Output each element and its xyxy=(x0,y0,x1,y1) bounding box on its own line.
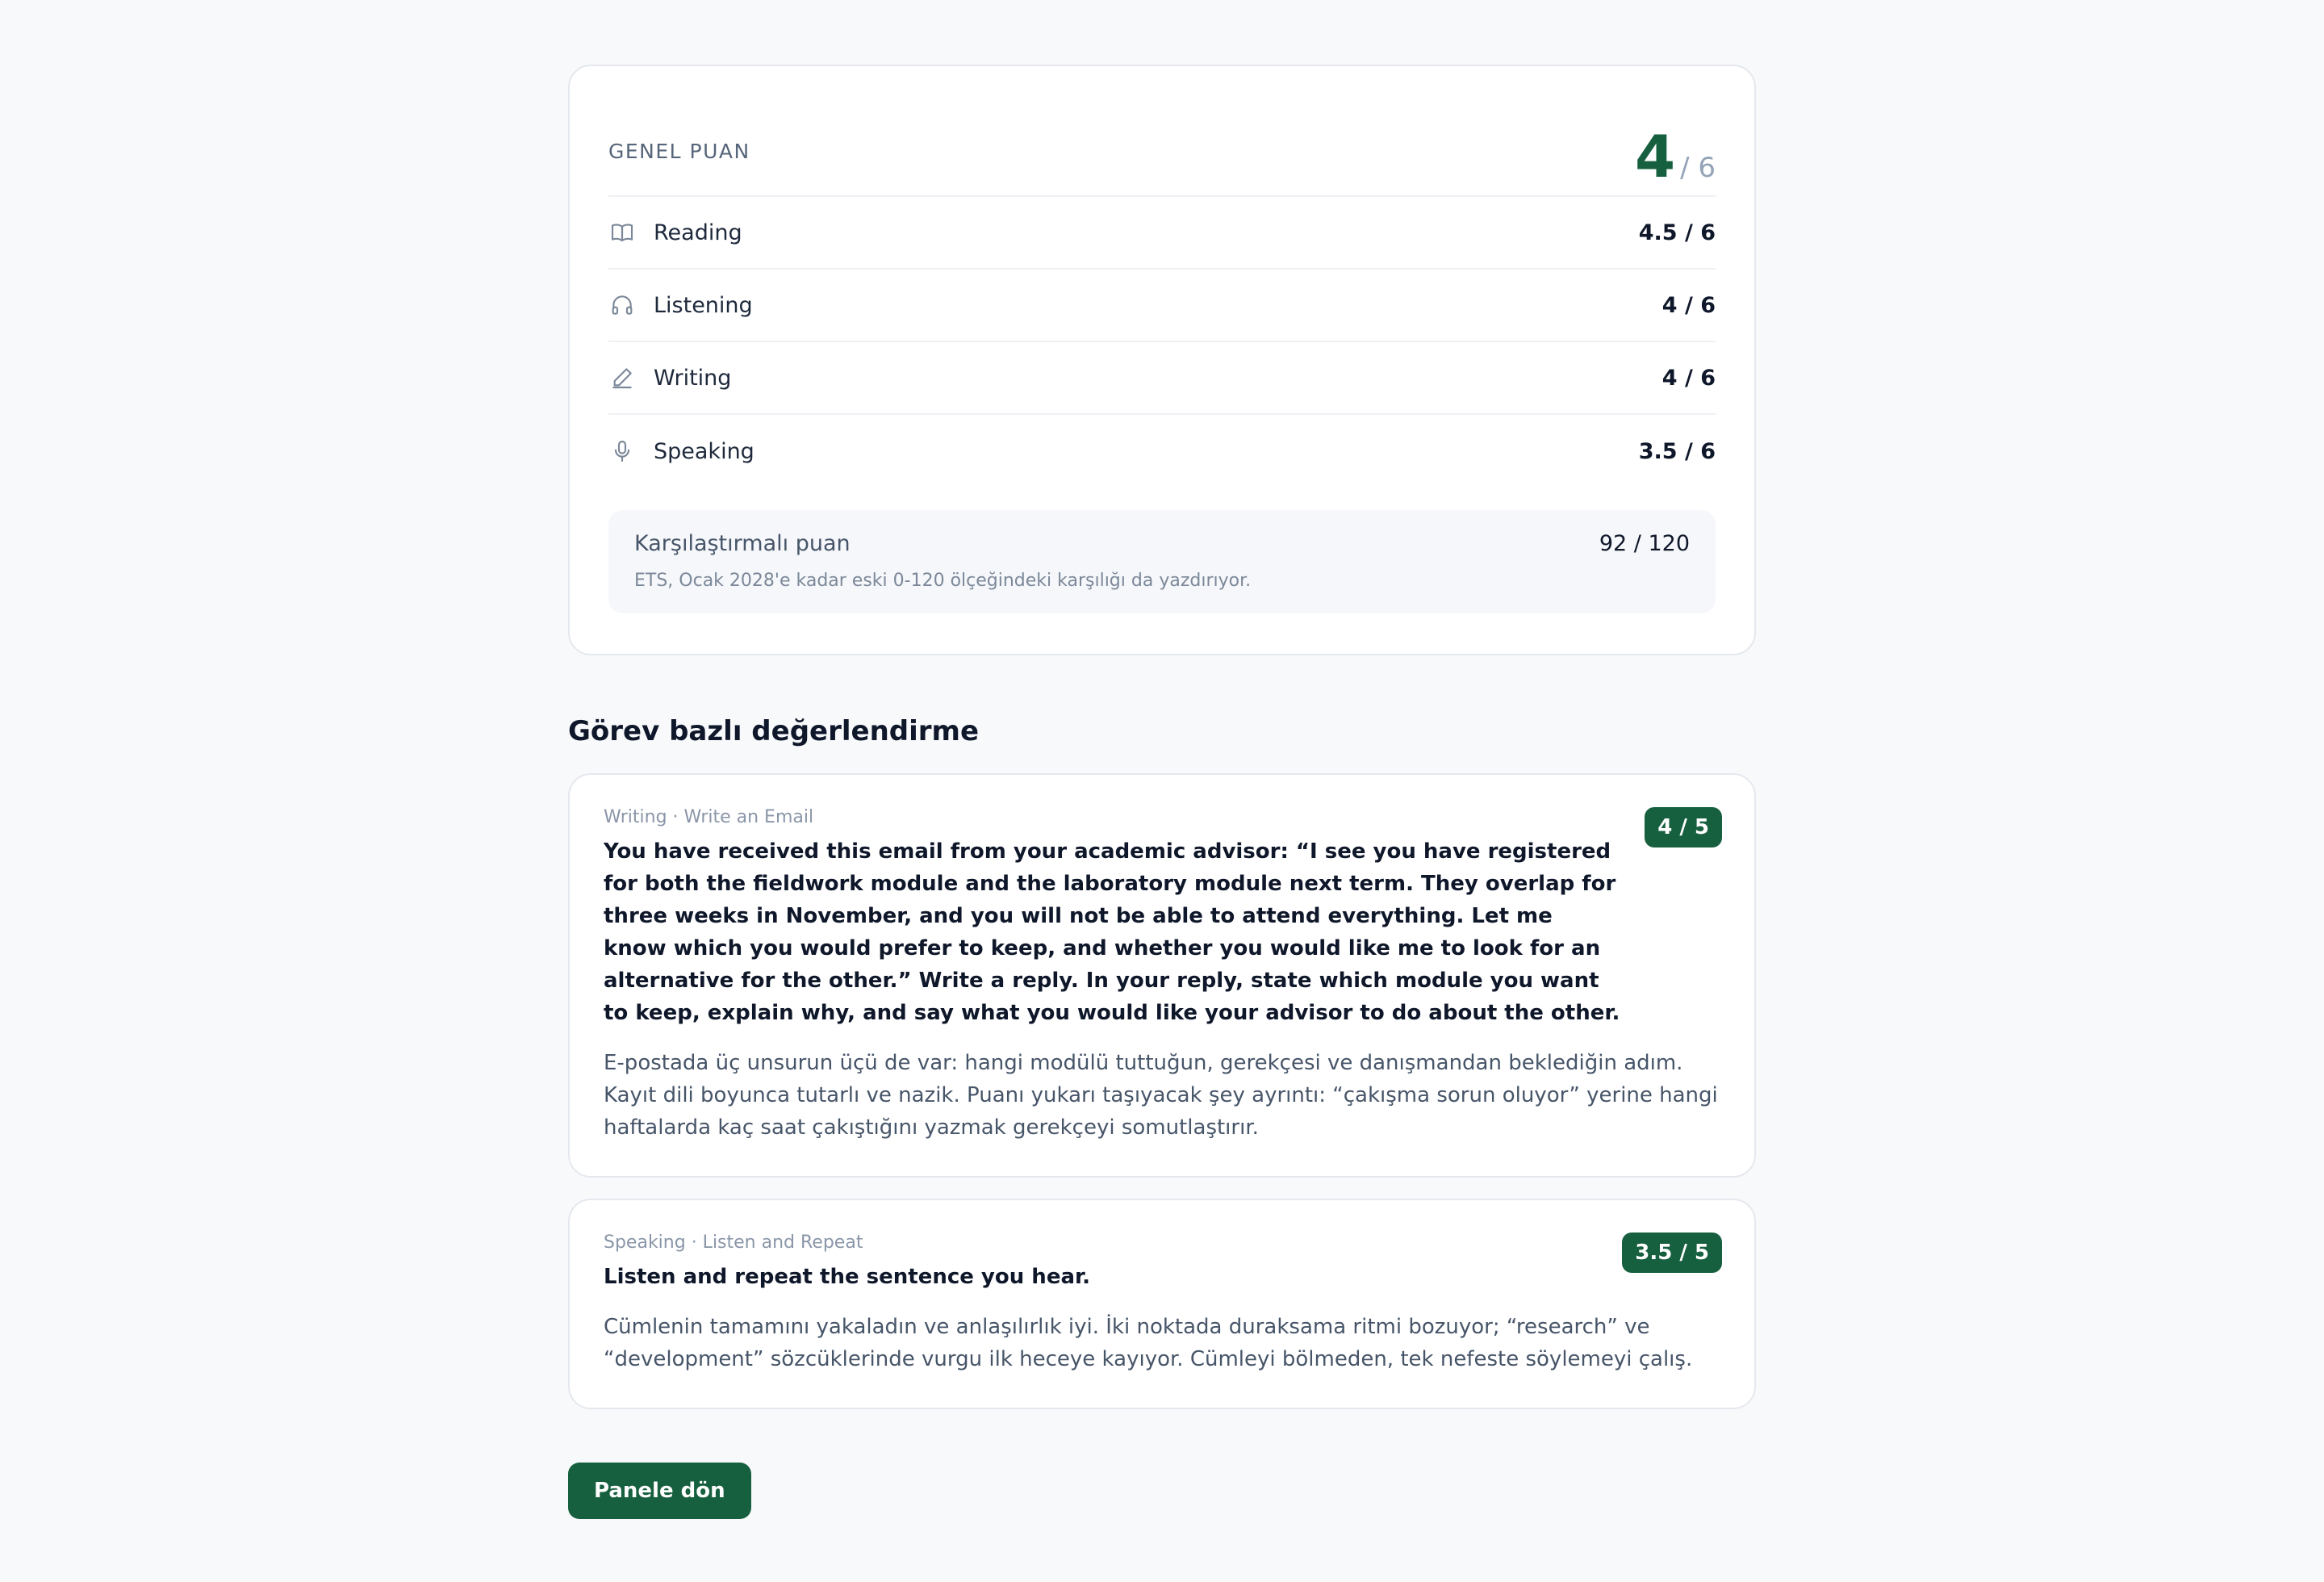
skill-score: 3.5 / 6 xyxy=(1638,438,1716,464)
headphones-icon xyxy=(608,291,636,319)
overall-score-card xyxy=(568,65,1756,655)
results-page xyxy=(568,65,1756,1519)
task-card-writing xyxy=(568,773,1756,1178)
skill-row-listening xyxy=(608,270,1716,342)
skill-row-writing xyxy=(608,342,1716,415)
overall-score-value: 4 xyxy=(1634,123,1676,190)
overall-score xyxy=(1634,123,1716,190)
task-score-badge: 4 / 5 xyxy=(1645,807,1722,848)
comparison-value: 92 / 120 xyxy=(1599,531,1690,556)
task-meta: Speaking · Listen and Repeat xyxy=(604,1233,863,1253)
task-score-badge: 3.5 / 5 xyxy=(1622,1233,1722,1273)
skill-score: 4 / 6 xyxy=(1661,365,1716,391)
pencil-icon xyxy=(608,364,636,391)
comparison-note: ETS, Ocak 2028'e kadar eski 0-120 ölçeğindeki karşılığı da yazdırıyor. xyxy=(634,571,1252,591)
skill-score: 4.5 / 6 xyxy=(1638,220,1716,245)
overall-score-header xyxy=(608,107,1716,197)
skill-name: Writing xyxy=(654,365,732,391)
back-to-panel-button[interactable]: Panele dön xyxy=(568,1463,751,1519)
overall-score-label: GENEL PUAN xyxy=(608,140,750,163)
overall-score-max: / 6 xyxy=(1680,152,1716,184)
skill-name: Listening xyxy=(654,292,753,318)
section-title: Görev bazlı değerlendirme xyxy=(568,715,980,747)
task-card-speaking xyxy=(568,1199,1756,1409)
microphone-icon xyxy=(608,437,636,465)
task-prompt: Listen and repeat the sentence you hear. xyxy=(604,1265,1090,1289)
skill-row-speaking xyxy=(608,415,1716,488)
skill-name: Reading xyxy=(654,220,742,245)
task-meta: Writing · Write an Email xyxy=(604,807,814,827)
skill-score: 4 / 6 xyxy=(1661,292,1716,318)
comparison-score-box xyxy=(608,510,1716,613)
book-icon xyxy=(608,219,636,246)
skill-name: Speaking xyxy=(654,438,754,464)
task-feedback: Cümlenin tamamını yakaladın ve anlaşılırlık iyi. İki noktada duraksama ritmi bozuyor; “research” ve “development” sözcüklerinde vurgu ilk heceye kayıyor. Cümleyi bölmeden, tek nefeste söylemeyi çalış. xyxy=(604,1315,1693,1371)
skill-row-reading xyxy=(608,197,1716,270)
task-prompt: You have received this email from your academic advisor: “I see you have registered for both the fieldwork module and the laboratory module next term. They overlap for three weeks in November, and you will not be able to attend everything. Let me know which you would prefer to keep, and whether you would like me to look for an alternative for the other.” Write a reply. In your reply, state which module you want to keep, explain why, and say what you would like your advisor to do about the other. xyxy=(604,839,1620,1025)
task-feedback: E-postada üç unsurun üçü de var: hangi modülü tuttuğun, gerekçesi ve danışmandan beklediğin adım. Kayıt dili boyunca tutarlı ve nazik. Puanı yukarı taşıyacak şey ayrıntı: “çakışma sorun oluyor” yerine hangi haftalarda kaç saat çakıştığını yazmak gerekçeyi somutlaştırır. xyxy=(604,1051,1718,1140)
comparison-label: Karşılaştırmalı puan xyxy=(634,531,851,556)
